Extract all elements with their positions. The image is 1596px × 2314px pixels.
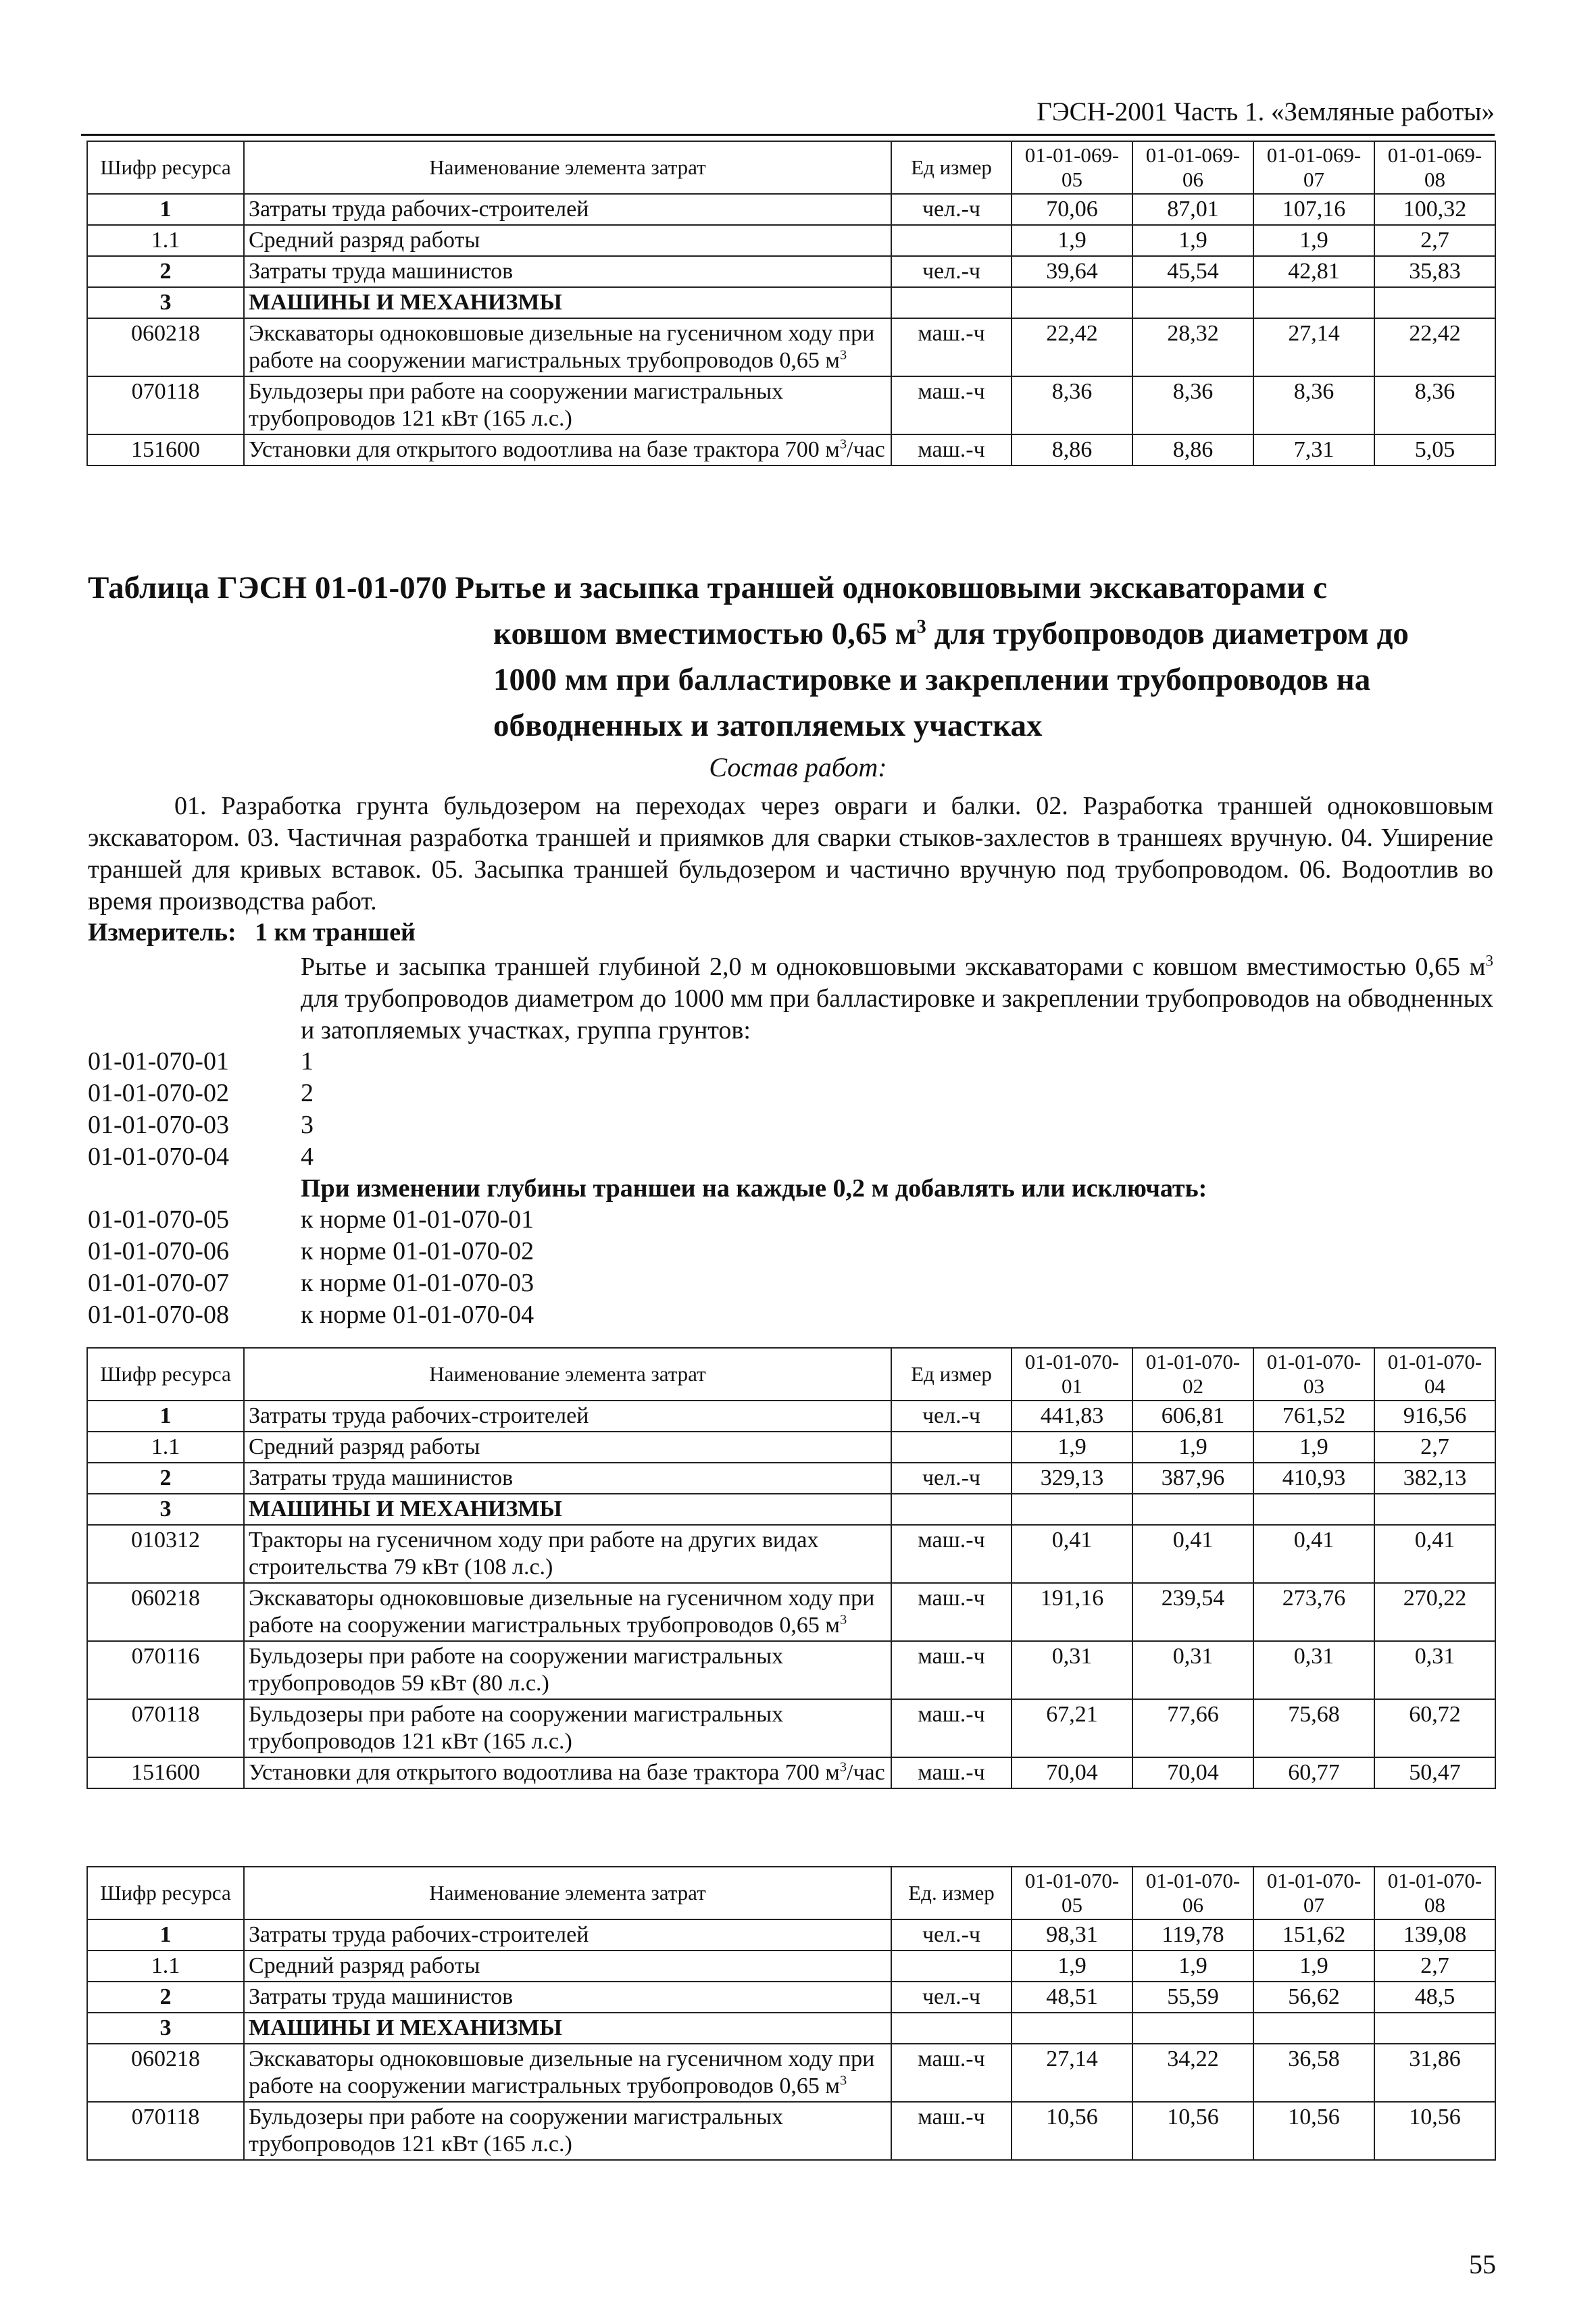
table-row <box>87 1982 1495 2013</box>
cell-name: Бульдозеры при работе на сооружении магистральных трубопроводов 121 кВт (165 л.с.) <box>244 2102 891 2160</box>
cell-value: 0,31 <box>1374 1641 1495 1699</box>
norm-code-row <box>88 1236 534 1267</box>
col-header-unit: Ед. измер <box>891 1867 1012 1919</box>
col-header-norm: 01-01-070-08 <box>1374 1867 1495 1919</box>
cell-value: 8,36 <box>1253 376 1374 434</box>
cell-value <box>1132 1494 1253 1525</box>
cell-value: 0,41 <box>1012 1525 1132 1583</box>
cell-name: Затраты труда рабочих-строителей <box>244 1919 891 1951</box>
cell-value: 139,08 <box>1374 1919 1495 1951</box>
cell-value: 70,04 <box>1132 1757 1253 1788</box>
title-line-2: ковшом вместимостью 0,65 $м^3$ для трубопроводов диаметром до <box>493 616 1409 651</box>
col-header-unit: Ед измер <box>891 141 1012 194</box>
col-header-norm: 01-01-070-07 <box>1253 1867 1374 1919</box>
cell-value <box>1132 287 1253 318</box>
cell-value: 42,81 <box>1253 256 1374 287</box>
cell-value <box>1253 1494 1374 1525</box>
cell-name: Установки для открытого водоотлива на базе трактора 700 $м^3$/час <box>244 1757 891 1788</box>
cell-value: 98,31 <box>1012 1919 1132 1951</box>
cell-value: 0,41 <box>1132 1525 1253 1583</box>
cost-table-070-a <box>86 1347 1496 1789</box>
cell-value: 0,31 <box>1253 1641 1374 1699</box>
cell-unit: маш.-ч <box>891 318 1012 376</box>
cell-value: 1,9 <box>1253 225 1374 256</box>
cost-table-069 <box>86 141 1496 466</box>
running-header: ГЭСН-2001 Часть 1. «Земляные работы» <box>81 93 1495 136</box>
cell-unit: маш.-ч <box>891 434 1012 466</box>
table-row <box>87 318 1495 376</box>
cell-code: 151600 <box>87 1757 244 1788</box>
cell-value: 191,16 <box>1012 1583 1132 1641</box>
table-row <box>87 2013 1495 2044</box>
cell-value: 1,9 <box>1132 225 1253 256</box>
norm-code: 01-01-070-08 <box>88 1301 229 1329</box>
norm-codes-soil-groups <box>88 1046 314 1173</box>
col-header-code: Шифр ресурса <box>87 1867 244 1919</box>
table-title <box>88 565 1493 749</box>
norm-code: 01-01-070-07 <box>88 1269 229 1297</box>
cell-value: 27,14 <box>1253 318 1374 376</box>
norm-code-value: к норме 01-01-070-02 <box>301 1237 534 1265</box>
norm-code-row <box>88 1267 534 1299</box>
norm-code-value: 2 <box>301 1079 314 1107</box>
cell-name: Средний разряд работы <box>244 1951 891 1982</box>
table-row <box>87 2044 1495 2102</box>
cell-value <box>1253 2013 1374 2044</box>
col-header-norm: 01-01-070-02 <box>1132 1348 1253 1401</box>
cell-value <box>1374 1494 1495 1525</box>
col-header-norm: 01-01-070-06 <box>1132 1867 1253 1919</box>
cell-name: Экскаваторы одноковшовые дизельные на гусеничном ходу при работе на сооружении магистральных трубопроводов 0,65 $м^3$ <box>244 1583 891 1641</box>
table-row <box>87 1757 1495 1788</box>
col-header-norm: 01-01-069-08 <box>1374 141 1495 194</box>
table-row <box>87 1463 1495 1494</box>
cell-value: 70,04 <box>1012 1757 1132 1788</box>
cell-value: 151,62 <box>1253 1919 1374 1951</box>
cell-unit: маш.-ч <box>891 1525 1012 1583</box>
cell-value <box>1374 287 1495 318</box>
table-row <box>87 1432 1495 1463</box>
cell-name: МАШИНЫ И МЕХАНИЗМЫ <box>244 2013 891 2044</box>
cell-value: 75,68 <box>1253 1699 1374 1757</box>
norm-code-row <box>88 1109 314 1141</box>
table-row <box>87 1494 1495 1525</box>
cell-name: Затраты труда машинистов <box>244 256 891 287</box>
cell-value: 606,81 <box>1132 1401 1253 1432</box>
cell-code: 151600 <box>87 434 244 466</box>
cell-code: 070118 <box>87 1699 244 1757</box>
cell-code: 010312 <box>87 1525 244 1583</box>
cell-unit: чел.-ч <box>891 256 1012 287</box>
table-row <box>87 1525 1495 1583</box>
cell-unit <box>891 1494 1012 1525</box>
cell-unit <box>891 287 1012 318</box>
cell-code: 1.1 <box>87 1432 244 1463</box>
cell-name: Бульдозеры при работе на сооружении магистральных трубопроводов 59 кВт (80 л.с.) <box>244 1641 891 1699</box>
cell-value: 45,54 <box>1132 256 1253 287</box>
cell-code: 1 <box>87 1401 244 1432</box>
norm-code-value: 1 <box>301 1047 314 1076</box>
norm-code: 01-01-070-02 <box>88 1079 229 1107</box>
table-row <box>87 287 1495 318</box>
cell-value: 34,22 <box>1132 2044 1253 2102</box>
cell-value: 8,36 <box>1374 376 1495 434</box>
col-header-name: Наименование элемента затрат <box>244 141 891 194</box>
cell-name: Затраты труда машинистов <box>244 1463 891 1494</box>
cell-value: 107,16 <box>1253 194 1374 225</box>
cell-unit <box>891 225 1012 256</box>
title-line-4: обводненных и затопляемых участках <box>493 708 1043 743</box>
cell-value: 8,86 <box>1012 434 1132 466</box>
page-number: 55 <box>1469 2249 1496 2280</box>
cell-value: 1,9 <box>1132 1432 1253 1463</box>
cell-value: 329,13 <box>1012 1463 1132 1494</box>
cell-name: Затраты труда рабочих-строителей <box>244 1401 891 1432</box>
cell-unit: чел.-ч <box>891 1982 1012 2013</box>
cell-code: 1 <box>87 1919 244 1951</box>
cell-unit: маш.-ч <box>891 376 1012 434</box>
col-header-norm: 01-01-070-01 <box>1012 1348 1132 1401</box>
cell-value: 87,01 <box>1132 194 1253 225</box>
norm-code-value: к норме 01-01-070-04 <box>301 1301 534 1329</box>
norm-code-value: к норме 01-01-070-01 <box>301 1205 534 1234</box>
cell-value: 48,5 <box>1374 1982 1495 2013</box>
cell-name: Бульдозеры при работе на сооружении магистральных трубопроводов 121 кВт (165 л.с.) <box>244 376 891 434</box>
cell-unit: маш.-ч <box>891 1699 1012 1757</box>
table-row <box>87 225 1495 256</box>
cell-value <box>1012 287 1132 318</box>
cell-value <box>1012 1494 1132 1525</box>
norm-code-row <box>88 1204 534 1236</box>
cell-name: Экскаваторы одноковшовые дизельные на гусеничном ходу при работе на сооружении магистральных трубопроводов 0,65 $м^3$ <box>244 2044 891 2102</box>
norm-code-value: к норме 01-01-070-03 <box>301 1269 534 1297</box>
cell-value: 2,7 <box>1374 1432 1495 1463</box>
depth-note: При изменении глубины траншеи на каждые 0,2 м добавлять или исключать: <box>301 1174 1207 1203</box>
cell-name: Средний разряд работы <box>244 225 891 256</box>
cell-code: 2 <box>87 256 244 287</box>
norm-code-row <box>88 1078 314 1109</box>
cell-value: 70,06 <box>1012 194 1132 225</box>
cell-code: 060218 <box>87 2044 244 2102</box>
cell-value: 35,83 <box>1374 256 1495 287</box>
cell-value: 10,56 <box>1374 2102 1495 2160</box>
cell-value: 28,32 <box>1132 318 1253 376</box>
cell-value: 382,13 <box>1374 1463 1495 1494</box>
header-row <box>87 1348 1495 1401</box>
cell-value: 2,7 <box>1374 225 1495 256</box>
measure-value: 1 км траншей <box>255 918 416 947</box>
cell-value: 48,51 <box>1012 1982 1132 2013</box>
cell-code: 2 <box>87 1463 244 1494</box>
table-row <box>87 1951 1495 1982</box>
cell-unit <box>891 1951 1012 1982</box>
cell-value: 50,47 <box>1374 1757 1495 1788</box>
cell-value: 1,9 <box>1012 1951 1132 1982</box>
cell-unit: чел.-ч <box>891 1919 1012 1951</box>
cell-code: 070116 <box>87 1641 244 1699</box>
cell-code: 060218 <box>87 1583 244 1641</box>
title-line-3: 1000 мм при балластировке и закреплении трубопроводов на <box>493 662 1371 697</box>
cell-value: 441,83 <box>1012 1401 1132 1432</box>
norm-code: 01-01-070-05 <box>88 1205 229 1234</box>
cell-value: 761,52 <box>1253 1401 1374 1432</box>
cell-unit <box>891 1432 1012 1463</box>
cell-value: 5,05 <box>1374 434 1495 466</box>
col-header-norm: 01-01-070-04 <box>1374 1348 1495 1401</box>
cell-value: 1,9 <box>1012 225 1132 256</box>
cell-value: 60,77 <box>1253 1757 1374 1788</box>
cell-value: 27,14 <box>1012 2044 1132 2102</box>
cell-value: 1,9 <box>1253 1951 1374 1982</box>
cell-name: Затраты труда машинистов <box>244 1982 891 2013</box>
col-header-norm: 01-01-069-05 <box>1012 141 1132 194</box>
cell-code: 1.1 <box>87 1951 244 1982</box>
norm-code: 01-01-070-06 <box>88 1237 229 1265</box>
table-row <box>87 434 1495 466</box>
table-row <box>87 194 1495 225</box>
cell-code: 3 <box>87 1494 244 1525</box>
cell-unit: маш.-ч <box>891 2044 1012 2102</box>
col-header-unit: Ед измер <box>891 1348 1012 1401</box>
cell-value <box>1012 2013 1132 2044</box>
cell-value: 8,86 <box>1132 434 1253 466</box>
cell-value: 7,31 <box>1253 434 1374 466</box>
cell-unit: маш.-ч <box>891 1757 1012 1788</box>
cell-value <box>1374 2013 1495 2044</box>
norm-code-row <box>88 1141 314 1173</box>
cell-value: 60,72 <box>1374 1699 1495 1757</box>
table-row <box>87 1641 1495 1699</box>
cell-value: 56,62 <box>1253 1982 1374 2013</box>
cell-value <box>1253 287 1374 318</box>
cell-value: 22,42 <box>1012 318 1132 376</box>
cell-value: 2,7 <box>1374 1951 1495 1982</box>
col-header-norm: 01-01-070-03 <box>1253 1348 1374 1401</box>
cell-value: 270,22 <box>1374 1583 1495 1641</box>
cell-code: 070118 <box>87 376 244 434</box>
cell-unit: маш.-ч <box>891 1583 1012 1641</box>
cell-value: 0,31 <box>1132 1641 1253 1699</box>
cell-value: 77,66 <box>1132 1699 1253 1757</box>
cell-value: 67,21 <box>1012 1699 1132 1757</box>
norm-code: 01-01-070-01 <box>88 1047 229 1076</box>
cell-name: МАШИНЫ И МЕХАНИЗМЫ <box>244 287 891 318</box>
cell-code: 070118 <box>87 2102 244 2160</box>
table-row <box>87 2102 1495 2160</box>
cell-value: 8,36 <box>1012 376 1132 434</box>
cell-value: 22,42 <box>1374 318 1495 376</box>
col-header-code: Шифр ресурса <box>87 141 244 194</box>
norm-codes-depth <box>88 1204 534 1331</box>
cell-code: 1.1 <box>87 225 244 256</box>
cell-value: 36,58 <box>1253 2044 1374 2102</box>
col-header-name: Наименование элемента затрат <box>244 1867 891 1919</box>
cell-name: Экскаваторы одноковшовые дизельные на гусеничном ходу при работе на сооружении магистральных трубопроводов 0,65 $м^3$ <box>244 318 891 376</box>
cell-value: 8,36 <box>1132 376 1253 434</box>
col-header-name: Наименование элемента затрат <box>244 1348 891 1401</box>
cell-name: Установки для открытого водоотлива на базе трактора 700 $м^3$/час <box>244 434 891 466</box>
composition-heading: Состав работ: <box>709 752 887 782</box>
cell-value: 31,86 <box>1374 2044 1495 2102</box>
col-header-norm: 01-01-069-06 <box>1132 141 1253 194</box>
cell-unit: чел.-ч <box>891 1463 1012 1494</box>
cost-table-070-b <box>86 1866 1496 2161</box>
cell-value: 387,96 <box>1132 1463 1253 1494</box>
header-row <box>87 1867 1495 1919</box>
table-row <box>87 256 1495 287</box>
col-header-code: Шифр ресурса <box>87 1348 244 1401</box>
cell-value: 1,9 <box>1253 1432 1374 1463</box>
cell-value: 10,56 <box>1253 2102 1374 2160</box>
cell-value: 10,56 <box>1012 2102 1132 2160</box>
cell-value: 916,56 <box>1374 1401 1495 1432</box>
table-row <box>87 1583 1495 1641</box>
norm-code: 01-01-070-04 <box>88 1142 229 1171</box>
header-row <box>87 141 1495 194</box>
cell-value: 55,59 <box>1132 1982 1253 2013</box>
cell-name: Затраты труда рабочих-строителей <box>244 194 891 225</box>
cell-name: МАШИНЫ И МЕХАНИЗМЫ <box>244 1494 891 1525</box>
cell-unit: чел.-ч <box>891 1401 1012 1432</box>
cell-value: 119,78 <box>1132 1919 1253 1951</box>
cell-value: 100,32 <box>1374 194 1495 225</box>
table-row <box>87 376 1495 434</box>
cell-unit: маш.-ч <box>891 1641 1012 1699</box>
measure-label: Измеритель: <box>88 918 236 947</box>
norm-code: 01-01-070-03 <box>88 1111 229 1139</box>
col-header-norm: 01-01-069-07 <box>1253 141 1374 194</box>
cell-unit: чел.-ч <box>891 194 1012 225</box>
cell-name: Тракторы на гусеничном ходу при работе на других видах строительства 79 кВт (108 л.с.) <box>244 1525 891 1583</box>
measure-line <box>88 917 416 947</box>
cell-value: 410,93 <box>1253 1463 1374 1494</box>
cell-code: 2 <box>87 1982 244 2013</box>
col-header-norm: 01-01-070-05 <box>1012 1867 1132 1919</box>
table-row <box>87 1699 1495 1757</box>
norm-code-row <box>88 1299 534 1331</box>
cell-code: 1 <box>87 194 244 225</box>
cell-value <box>1132 2013 1253 2044</box>
cell-code: 3 <box>87 2013 244 2044</box>
table-row <box>87 1401 1495 1432</box>
cell-name: Бульдозеры при работе на сооружении магистральных трубопроводов 121 кВт (165 л.с.) <box>244 1699 891 1757</box>
norm-code-value: 4 <box>301 1142 314 1171</box>
cell-value: 0,31 <box>1012 1641 1132 1699</box>
cell-value: 39,64 <box>1012 256 1132 287</box>
cell-value: 239,54 <box>1132 1583 1253 1641</box>
table-row <box>87 1919 1495 1951</box>
cell-code: 060218 <box>87 318 244 376</box>
cell-value: 1,9 <box>1132 1951 1253 1982</box>
cell-value: 0,41 <box>1374 1525 1495 1583</box>
composition-text: 01. Разработка грунта бульдозером на переходах через овраги и балки. 02. Разработка траншей одноковшовым экскаватором. 03. Частичная разработка траншей и приямков для сварки стыков-захлестов в траншеях вручную. 04. Уширение траншей для кривых вставок. 05. Засыпка траншей бульдозером и частично вручную под трубопроводом. 06. Водоотлив во время производства работ. <box>88 792 1493 915</box>
title-line-1: Таблица ГЭСН 01-01-070 Рытье и засыпка траншей одноковшовыми экскаваторами с <box>88 570 1328 605</box>
norm-code-value: 3 <box>301 1111 314 1139</box>
norm-code-row <box>88 1046 314 1078</box>
cell-value: 273,76 <box>1253 1583 1374 1641</box>
cell-unit <box>891 2013 1012 2044</box>
cell-value: 0,41 <box>1253 1525 1374 1583</box>
cell-value: 1,9 <box>1012 1432 1132 1463</box>
cell-value: 10,56 <box>1132 2102 1253 2160</box>
cell-unit: маш.-ч <box>891 2102 1012 2160</box>
cell-code: 3 <box>87 287 244 318</box>
norm-description: Рытье и засыпка траншей глубиной 2,0 м одноковшовыми экскаваторами с ковшом вместимостью 0,65 $м^3$ для трубопроводов диаметром до 1000 мм при балластировке и закреплении трубопроводов на обводненных и затопляемых участках, группа грунтов: <box>301 952 1493 1045</box>
cell-name: Средний разряд работы <box>244 1432 891 1463</box>
